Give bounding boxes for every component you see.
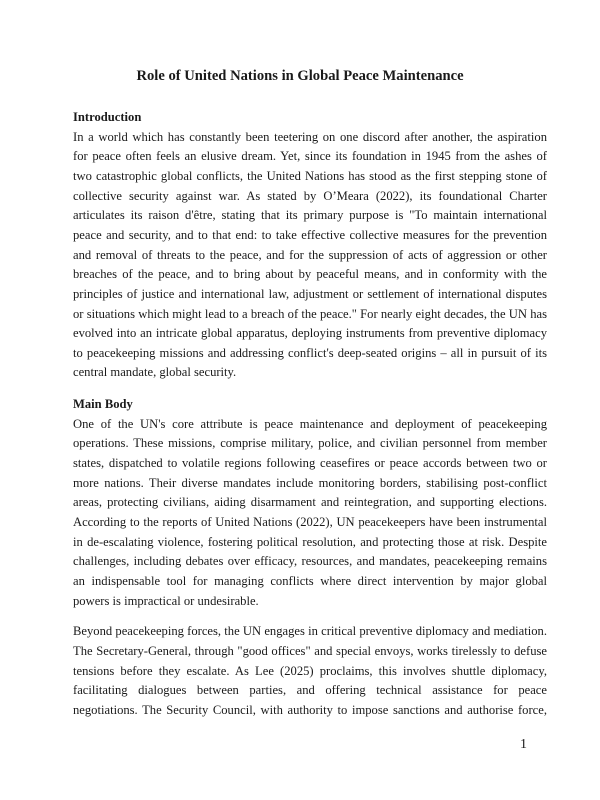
- section-main-body: [73, 395, 547, 720]
- text-line: negotiations. The Security Council, with authority to impose sanctions and authorise force,: [73, 702, 547, 717]
- section-introduction: [73, 108, 547, 383]
- text-line: powers is impractical or undesirable.: [73, 593, 259, 608]
- text-line: collective security against war. As stated by O’Meara (2022), its foundational Charter: [73, 188, 547, 203]
- text-line: central mandate, global security.: [73, 365, 237, 380]
- text-line: states, dispatched to volatile regions following ceasefires or peace accords between two or: [73, 456, 547, 471]
- text-line: in de-escalating violence, fostering political resolution, and protecting those at risk. Despite: [73, 534, 547, 549]
- text-line: more nations. Their diverse mandates include monitoring borders, stabilising post-conflict: [73, 475, 547, 490]
- text-line: breaches of the peace, and to bring about by peaceful means, and in conformity with the: [73, 267, 547, 282]
- page-number: 1: [520, 737, 527, 752]
- paragraph-preventive-diplomacy: [73, 622, 547, 720]
- text-line: an indispensable tool for managing conflicts where direct intervention by major global: [73, 573, 547, 588]
- text-line: operations. These missions, comprise military, police, and civilian personnel from member: [73, 436, 547, 451]
- text-line: challenges, including debates over efficacy, resources, and mandates, peacekeeping remains: [73, 554, 547, 569]
- text-line: principles of justice and international law, adjustment or settlement of international disputes: [73, 286, 547, 301]
- text-line: tensions before they escalate. As Lee (2025) proclaims, this involves shuttle diplomacy,: [73, 663, 547, 678]
- text-line: or situations which might lead to a breach of the peace." For nearly eight decades, the UN has: [73, 306, 547, 321]
- text-line: and removal of threats to the peace, and for the suppression of acts of aggression or other: [73, 247, 547, 262]
- text-line: to peacekeeping missions and addressing conflict's deep-seated origins – all in pursuit of its: [73, 345, 547, 360]
- text-line: evolved into an intricate global apparatus, deploying instruments from preventive diplomacy: [73, 326, 547, 341]
- section-heading-main-body: Main Body: [73, 397, 133, 412]
- text-line: for peace often feels an elusive dream. Yet, since its foundation in 1945 from the ashes of: [73, 149, 547, 164]
- document-body: [73, 108, 547, 721]
- text-line: facilitating dialogues between parties, and offering technical assistance for peace: [73, 683, 547, 698]
- text-line: The Secretary-General, through "good offices" and special envoys, works tirelessly to defuse: [73, 643, 547, 658]
- text-line: Beyond peacekeeping forces, the UN engages in critical preventive diplomacy and mediation.: [73, 624, 547, 639]
- text-line: two catastrophic global conflicts, the United Nations has stood as the first stepping stone of: [73, 168, 547, 183]
- paragraph-introduction: [73, 128, 547, 384]
- document-title: Role of United Nations in Global Peace Maintenance: [136, 68, 464, 84]
- text-line: In a world which has constantly been teetering on one discord after another, the aspiration: [73, 129, 547, 144]
- text-line: peace and security, and to that end: to take effective collective measures for the prevention: [73, 227, 547, 242]
- section-heading-introduction: Introduction: [73, 110, 142, 124]
- text-line: According to the reports of United Nations (2022), UN peacekeepers have been instrumental: [73, 515, 547, 529]
- text-line: areas, protecting civilians, aiding disarmament and reintegration, and supporting elections.: [73, 495, 547, 510]
- paragraph-peacekeeping: [73, 415, 547, 612]
- text-line: articulates its raison d'être, stating that its primary purpose is "To maintain international: [73, 208, 547, 223]
- text-line: One of the UN's core attribute is peace maintenance and deployment of peacekeeping: [73, 416, 547, 431]
